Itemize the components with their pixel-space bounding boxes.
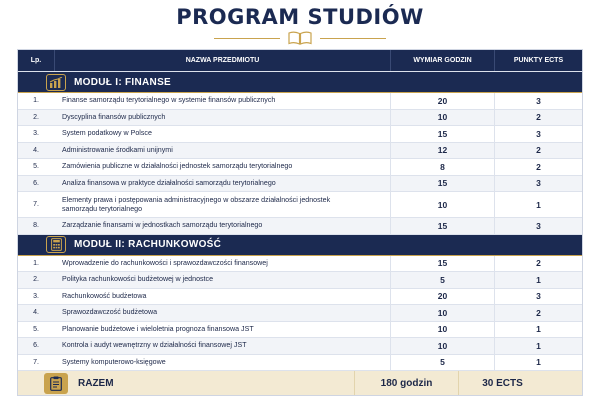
row-ects: 1 xyxy=(494,355,582,371)
row-hours: 10 xyxy=(390,192,494,217)
row-hours: 20 xyxy=(390,289,494,305)
table-row xyxy=(18,322,582,339)
study-program-table xyxy=(17,49,583,396)
header-subject: NAZWA PRZEDMIOTU xyxy=(54,50,390,71)
row-ects: 2 xyxy=(494,159,582,175)
row-ects: 1 xyxy=(494,192,582,217)
row-ects: 3 xyxy=(494,176,582,192)
row-ects: 3 xyxy=(494,126,582,142)
table-row xyxy=(18,143,582,160)
module-1-title: MODUŁ I: FINANSE xyxy=(74,76,172,88)
row-lp: 2. xyxy=(33,113,39,121)
row-subject: Elementy prawa i postępowania administracyjnego w obszarze działalności jednostek samorządu terytorialnego xyxy=(62,195,331,213)
row-subject: Zarządzanie finansami w jednostkach samorządu terytorialnego xyxy=(62,221,263,230)
row-subject: Planowanie budżetowe i wieloletnia prognoza finansowa JST xyxy=(62,324,254,333)
module-1-rows xyxy=(18,93,582,235)
total-row xyxy=(18,371,582,395)
row-hours: 5 xyxy=(390,355,494,371)
table-header-row xyxy=(18,50,582,72)
row-ects: 3 xyxy=(494,218,582,234)
table-row xyxy=(18,159,582,176)
row-subject: Dyscyplina finansów publicznych xyxy=(62,112,166,121)
row-lp: 2. xyxy=(33,276,39,284)
total-label: RAZEM xyxy=(78,377,114,389)
divider-line-left xyxy=(214,38,280,39)
row-hours: 12 xyxy=(390,143,494,159)
table-row xyxy=(18,93,582,110)
table-row xyxy=(18,126,582,143)
row-lp: 5. xyxy=(33,325,39,333)
page-title: PROGRAM STUDIÓW xyxy=(176,5,424,29)
row-lp: 4. xyxy=(33,309,39,317)
row-lp: 3. xyxy=(33,292,39,300)
row-subject: Analiza finansowa w praktyce działalności samorządu terytorialnego xyxy=(62,178,276,187)
row-subject: Zamówienia publiczne w działalności jednostek samorządu terytorialnego xyxy=(62,162,293,171)
row-lp: 5. xyxy=(33,163,39,171)
row-lp: 7. xyxy=(33,201,39,208)
module-2-title: MODUŁ II: RACHUNKOWOŚĆ xyxy=(74,239,222,250)
total-ects: 30 ECTS xyxy=(458,371,546,395)
row-subject: Administrowanie środkami unijnymi xyxy=(62,145,173,154)
header-ects: PUNKTY ECTS xyxy=(494,50,582,71)
calculator-icon xyxy=(46,236,66,253)
row-subject: Sprawozdawczość budżetowa xyxy=(62,308,158,317)
table-row xyxy=(18,289,582,306)
module-1-header xyxy=(18,72,582,93)
row-hours: 10 xyxy=(390,338,494,354)
row-ects: 3 xyxy=(494,289,582,305)
row-ects: 1 xyxy=(494,338,582,354)
table-row xyxy=(18,256,582,273)
table-row xyxy=(18,338,582,355)
bar-chart-icon xyxy=(46,74,66,91)
row-subject: Rachunkowość budżetowa xyxy=(62,291,147,300)
divider-line-right xyxy=(320,38,386,39)
row-subject: Wprowadzenie do rachunkowości i sprawozdawczości finansowej xyxy=(62,258,268,267)
row-lp: 7. xyxy=(33,358,39,366)
row-ects: 2 xyxy=(494,256,582,272)
row-hours: 15 xyxy=(390,218,494,234)
row-ects: 2 xyxy=(494,143,582,159)
row-subject: Finanse samorządu terytorialnego w systemie finansów publicznych xyxy=(62,96,276,105)
row-hours: 8 xyxy=(390,159,494,175)
total-hours: 180 godzin xyxy=(354,371,458,395)
row-ects: 3 xyxy=(494,93,582,109)
table-row xyxy=(18,176,582,193)
table-row xyxy=(18,305,582,322)
row-lp: 6. xyxy=(33,179,39,187)
row-ects: 2 xyxy=(494,305,582,321)
module-2-header xyxy=(18,235,582,256)
row-hours: 15 xyxy=(390,126,494,142)
header-lp: Lp. xyxy=(30,57,42,64)
row-lp: 1. xyxy=(33,97,39,105)
row-subject: Systemy komputerowo-księgowe xyxy=(62,357,166,366)
table-row xyxy=(18,272,582,289)
row-lp: 8. xyxy=(33,222,39,230)
row-lp: 3. xyxy=(33,130,39,138)
row-hours: 10 xyxy=(390,110,494,126)
row-subject: Polityka rachunkowości budżetowej w jednostce xyxy=(62,275,214,284)
row-hours: 5 xyxy=(390,272,494,288)
row-ects: 2 xyxy=(494,110,582,126)
row-hours: 10 xyxy=(390,305,494,321)
module-2-rows xyxy=(18,256,582,372)
row-hours: 20 xyxy=(390,93,494,109)
header-hours: WYMIAR GODZIN xyxy=(390,50,494,71)
row-hours: 15 xyxy=(390,256,494,272)
row-subject: Kontrola i audyt wewnętrzny w działalności finansowej JST xyxy=(62,341,247,350)
open-book-icon xyxy=(288,31,312,45)
row-ects: 1 xyxy=(494,272,582,288)
table-row xyxy=(18,192,582,218)
table-row xyxy=(18,110,582,127)
row-lp: 1. xyxy=(33,259,39,267)
table-row xyxy=(18,355,582,372)
row-lp: 4. xyxy=(33,146,39,154)
table-row xyxy=(18,218,582,235)
row-lp: 6. xyxy=(33,342,39,350)
title-divider xyxy=(214,31,386,45)
row-subject: System podatkowy w Polsce xyxy=(62,129,152,138)
row-hours: 15 xyxy=(390,176,494,192)
row-ects: 1 xyxy=(494,322,582,338)
clipboard-icon xyxy=(44,373,68,394)
row-hours: 10 xyxy=(390,322,494,338)
